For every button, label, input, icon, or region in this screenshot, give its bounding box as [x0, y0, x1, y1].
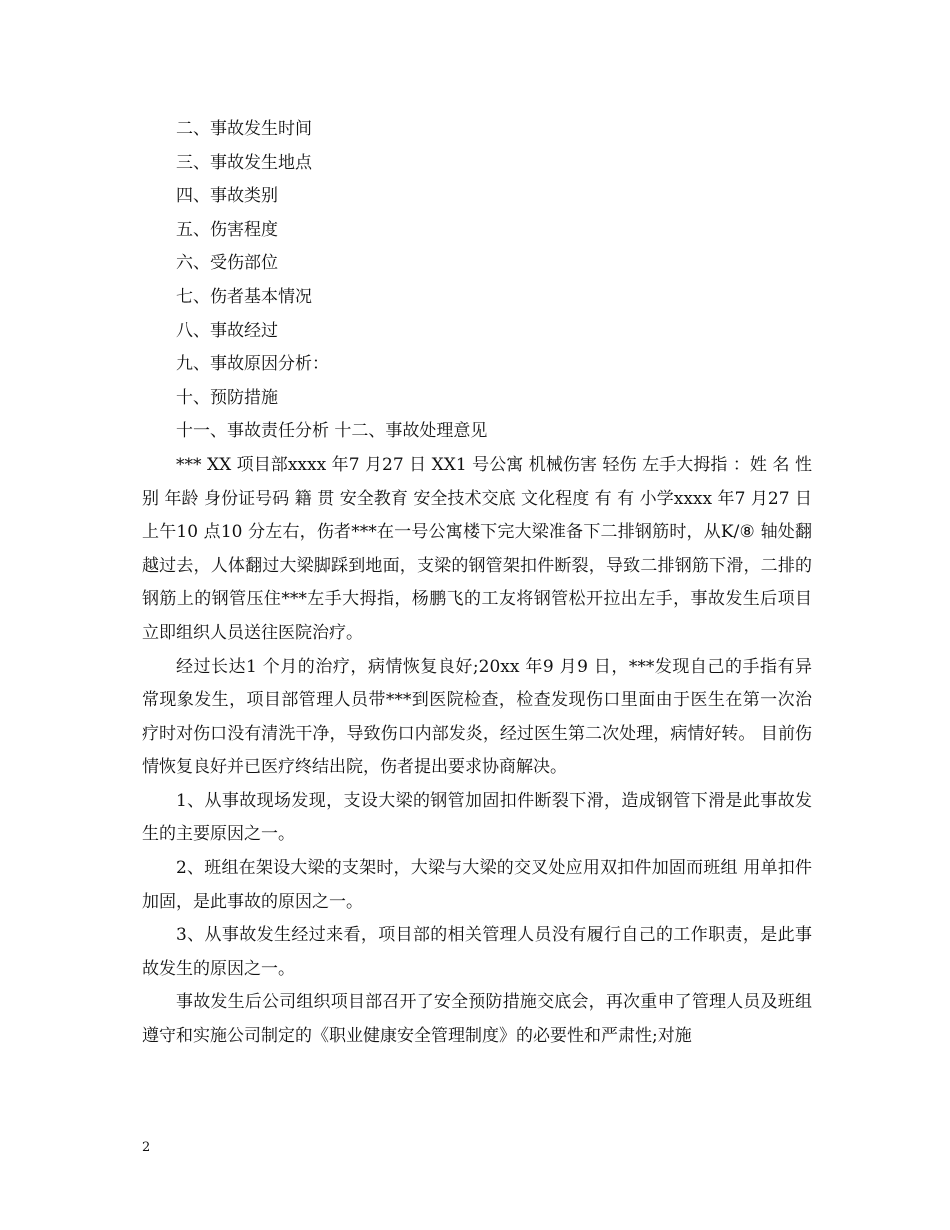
paragraph-cause-3: 3、从事故发生经过来看，项目部的相关管理人员没有履行自己的工作职责，是此事故发生的原因之一。 [142, 925, 812, 979]
section-heading-location: 三、事故发生地点 [176, 152, 312, 173]
paragraph-cause-2: 2、班组在架设大梁的支架时，大梁与大梁的交叉处应用双扣件加固而班组 用单扣件加固，是此事故的原因之一。 [142, 858, 812, 912]
section-heading-responsibility: 十一、事故责任分析 十二、事故处理意见 [176, 421, 488, 442]
section-heading-cause-analysis: 九、事故原因分析： [176, 354, 329, 375]
document-body [142, 113, 812, 1054]
section-heading-process: 八、事故经过 [176, 320, 278, 341]
paragraph-incident-details: *** XX 项目部xxxx 年7 月27 日 XX1 号公寓 机械伤害 轻伤 左手大拇指 ：姓 名 性别 年龄 身份证号码 籍 贯 安全教育 安全技术交底 文化程度 有 有 小学xxxx 年7 月27 日上午10 点10 分左右，伤者***在一号公寓楼下完大梁准备下二排钢筋时，从K/⑧ 轴处翻越过去，人体翻过大梁脚踩到地面，支梁的钢管架扣件断裂，导致二排钢筋下滑，二排的钢筋上的钢管压住***左手大拇指，杨鹏飞的工友将钢管松开拉出左手，事故发生后项目立即组织人员送往医院治疗。 [142, 454, 812, 643]
section-heading-injured-part: 六、受伤部位 [176, 253, 278, 274]
section-heading-prevention: 十、预防措施 [176, 387, 278, 408]
paragraph-measures: 事故发生后公司组织项目部召开了安全预防措施交底会，再次重申了管理人员及班组遵守和实施公司制定的《职业健康安全管理制度》的必要性和严肃性;对施 [142, 992, 812, 1047]
section-heading-injury-degree: 五、伤害程度 [176, 219, 278, 240]
section-heading-category: 四、事故类别 [176, 186, 278, 207]
section-heading-time: 二、事故发生时间 [176, 119, 312, 139]
paragraph-treatment: 经过长达1 个月的治疗，病情恢复良好;20xx 年9 月9 日，***发现自己的手指有异常现象发生，项目部管理人员带***到医院检查，检查发现伤口里面由于医生在第一次治疗时对伤口没有清洗干净，导致伤口内部发炎，经过医生第二次处理，病情好转。 目前伤情恢复良好并已医疗终结出院，伤者提出要求协商解决。 [142, 656, 812, 778]
section-heading-injured-info: 七、伤者基本情况 [176, 286, 312, 307]
page-number: 2 [142, 1140, 151, 1155]
paragraph-cause-1: 1、从事故现场发现，支设大梁的钢管加固扣件断裂下滑，造成钢管下滑是此事故发生的主要原因之一。 [142, 790, 812, 845]
